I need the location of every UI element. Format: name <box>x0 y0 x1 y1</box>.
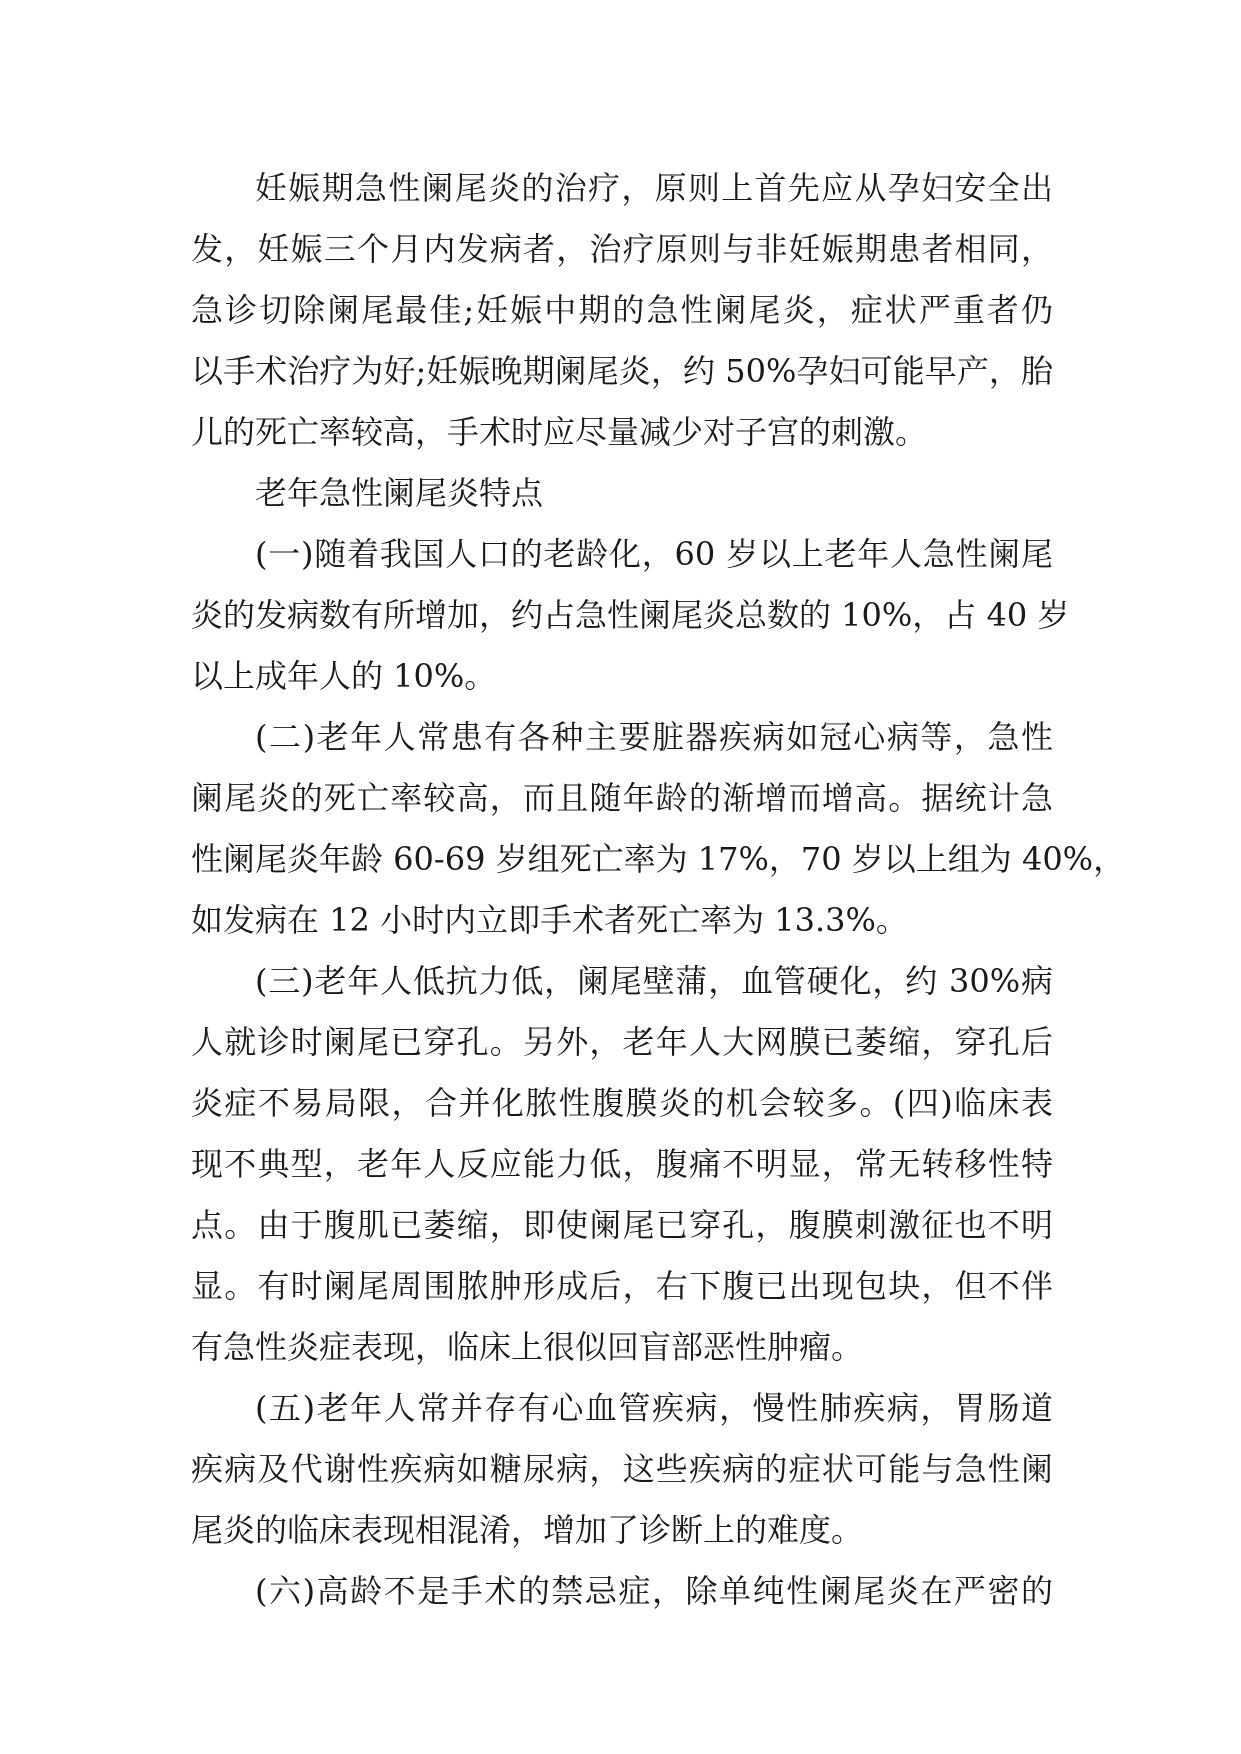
text-line: 儿的死亡率较高，手术时应尽量减少对子宫的刺激。 <box>191 413 928 451</box>
text-line: 显。有时阑尾周围脓肿形成后，右下腹已出现包块，但不伴 <box>191 1267 1053 1305</box>
text-line: 现不典型，老年人反应能力低，腹痛不明显，常无转移性特 <box>191 1145 1053 1183</box>
text-line: 人就诊时阑尾已穿孔。另外，老年人大网膜已萎缩，穿孔后 <box>191 1023 1053 1061</box>
text-line: (六)高龄不是手术的禁忌症，除单纯性阑尾炎在严密的 <box>255 1572 1053 1610</box>
text-line: 阑尾炎的死亡率较高，而且随年龄的渐增而增高。据统计急 <box>191 779 1053 817</box>
text-line: 有急性炎症表现，临床上很似回盲部恶性肿瘤。 <box>191 1328 864 1366</box>
text-line: 疾病及代谢性疾病如糖尿病，这些疾病的症状可能与急性阑 <box>191 1450 1053 1488</box>
text-line: 性阑尾炎年龄 60-69 岁组死亡率为 17%，70 岁以上组为 40%， <box>191 840 1126 878</box>
text-line: 炎的发病数有所增加，约占急性阑尾炎总数的 10%，占 40 岁 <box>191 596 1070 634</box>
text-line: 急诊切除阑尾最佳;妊娠中期的急性阑尾炎，症状严重者仍 <box>191 291 1053 329</box>
text-line: (三)老年人低抗力低，阑尾壁蒲，血管硬化，约 30%病 <box>255 962 1053 1000</box>
text-line: 妊娠期急性阑尾炎的治疗，原则上首先应从孕妇安全出 <box>255 169 1053 207</box>
document-page <box>191 158 1126 1622</box>
text-line: 尾炎的临床表现相混淆，增加了诊断上的难度。 <box>191 1511 864 1549</box>
text-line: 以上成年人的 10%。 <box>191 657 497 695</box>
text-line: 如发病在 12 小时内立即手术者死亡率为 13.3%。 <box>191 901 908 939</box>
text-line: (二)老年人常患有各种主要脏器疾病如冠心病等，急性 <box>255 718 1053 756</box>
text-line: 以手术治疗为好;妊娠晚期阑尾炎，约 50%孕妇可能早产，胎 <box>191 352 1053 390</box>
text-line: 点。由于腹肌已萎缩，即使阑尾已穿孔，腹膜刺激征也不明 <box>191 1206 1053 1244</box>
text-line: 老年急性阑尾炎特点 <box>255 474 544 512</box>
text-line: 发，妊娠三个月内发病者，治疗原则与非妊娠期患者相同， <box>191 230 1053 268</box>
text-line: 炎症不易局限，合并化脓性腹膜炎的机会较多。(四)临床表 <box>191 1084 1053 1122</box>
text-line: (五)老年人常并存有心血管疾病，慢性肺疾病，胃肠道 <box>255 1389 1053 1427</box>
text-line: (一)随着我国人口的老龄化，60 岁以上老年人急性阑尾 <box>255 535 1053 573</box>
